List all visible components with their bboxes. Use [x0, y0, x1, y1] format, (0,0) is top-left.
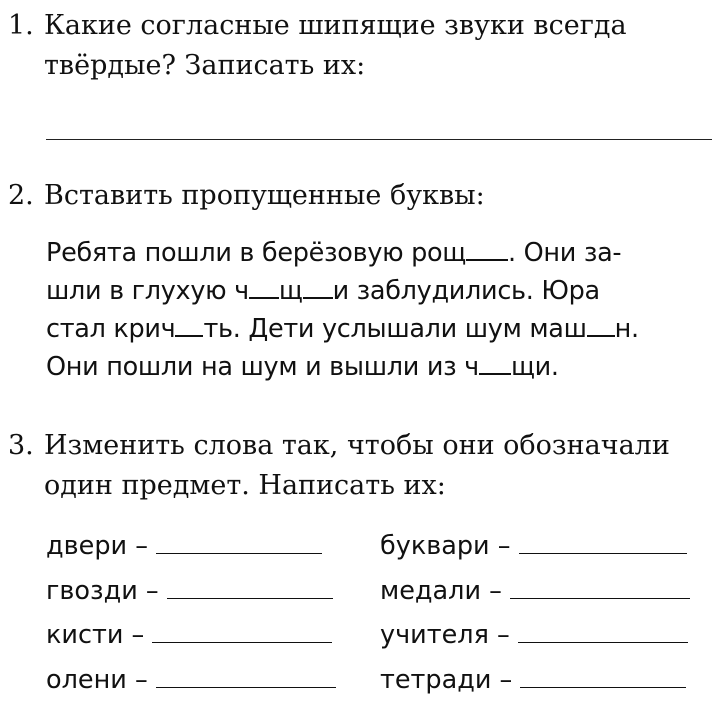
- passage-text: шли в глухую ч: [46, 276, 249, 306]
- word-item: [380, 573, 690, 609]
- answer-blank[interactable]: [519, 531, 687, 554]
- word-item: [46, 573, 333, 609]
- passage-line-4: [46, 348, 722, 386]
- task-1-line-1: Какие согласные шипящие звуки всегда: [44, 10, 627, 41]
- answer-blank[interactable]: [510, 576, 690, 599]
- passage-text: н.: [614, 314, 639, 344]
- gap-blank[interactable]: [466, 237, 508, 261]
- word-item: [46, 528, 322, 564]
- answer-blank[interactable]: [167, 576, 333, 599]
- word-item: [46, 617, 332, 653]
- gap-blank[interactable]: [249, 275, 279, 299]
- passage-text: ть. Дети услышали шум маш: [203, 314, 587, 344]
- passage-line-1: [46, 234, 722, 272]
- passage-text: Ребята пошли в берёзовую рощ: [46, 238, 466, 268]
- passage-text: стал крич: [46, 314, 176, 344]
- answer-blank[interactable]: [152, 620, 332, 643]
- answer-blank[interactable]: [518, 620, 688, 643]
- gap-blank[interactable]: [175, 313, 203, 337]
- task-2-passage: [46, 234, 722, 386]
- answer-blank[interactable]: [520, 665, 686, 688]
- word-label: олени –: [46, 665, 148, 695]
- passage-text: . Они за-: [507, 238, 622, 268]
- passage-line-3: [46, 310, 722, 348]
- word-item: [380, 662, 686, 698]
- answer-blank[interactable]: [156, 531, 322, 554]
- task-2-number: 2.: [8, 180, 34, 211]
- passage-text: щи.: [510, 352, 559, 382]
- task-1-line-2: твёрдые? Записать их:: [44, 50, 366, 81]
- gap-blank[interactable]: [303, 275, 333, 299]
- passage-text: щ: [278, 276, 303, 306]
- task-3-number: 3.: [8, 430, 34, 461]
- passage-text: Они пошли на шум и вышли из ч: [46, 352, 479, 382]
- gap-blank[interactable]: [479, 351, 511, 375]
- word-label: медали –: [380, 576, 502, 606]
- task-2-title: Вставить пропущенные буквы:: [44, 180, 485, 211]
- task-1-number: 1.: [8, 10, 34, 41]
- gap-blank[interactable]: [587, 313, 615, 337]
- task-1: [8, 6, 720, 86]
- passage-text: и заблудились. Юра: [332, 276, 600, 306]
- word-label: гвозди –: [46, 576, 159, 606]
- answer-blank[interactable]: [156, 665, 336, 688]
- task-3-line-2: один предмет. Написать их:: [44, 470, 446, 501]
- task-3-line-1: Изменить слова так, чтобы они обозначали: [44, 430, 670, 461]
- word-label: кисти –: [46, 620, 145, 650]
- word-label: учителя –: [380, 620, 510, 650]
- word-label: буквари –: [380, 531, 511, 561]
- word-item: [380, 528, 687, 564]
- word-item: [380, 617, 688, 653]
- word-label: тетради –: [380, 665, 513, 695]
- task-1-answer-line[interactable]: [46, 139, 712, 140]
- task-3: [8, 426, 720, 506]
- word-item: [46, 662, 336, 698]
- task-2: [8, 176, 720, 216]
- word-label: двери –: [46, 531, 148, 561]
- passage-line-2: [46, 272, 722, 310]
